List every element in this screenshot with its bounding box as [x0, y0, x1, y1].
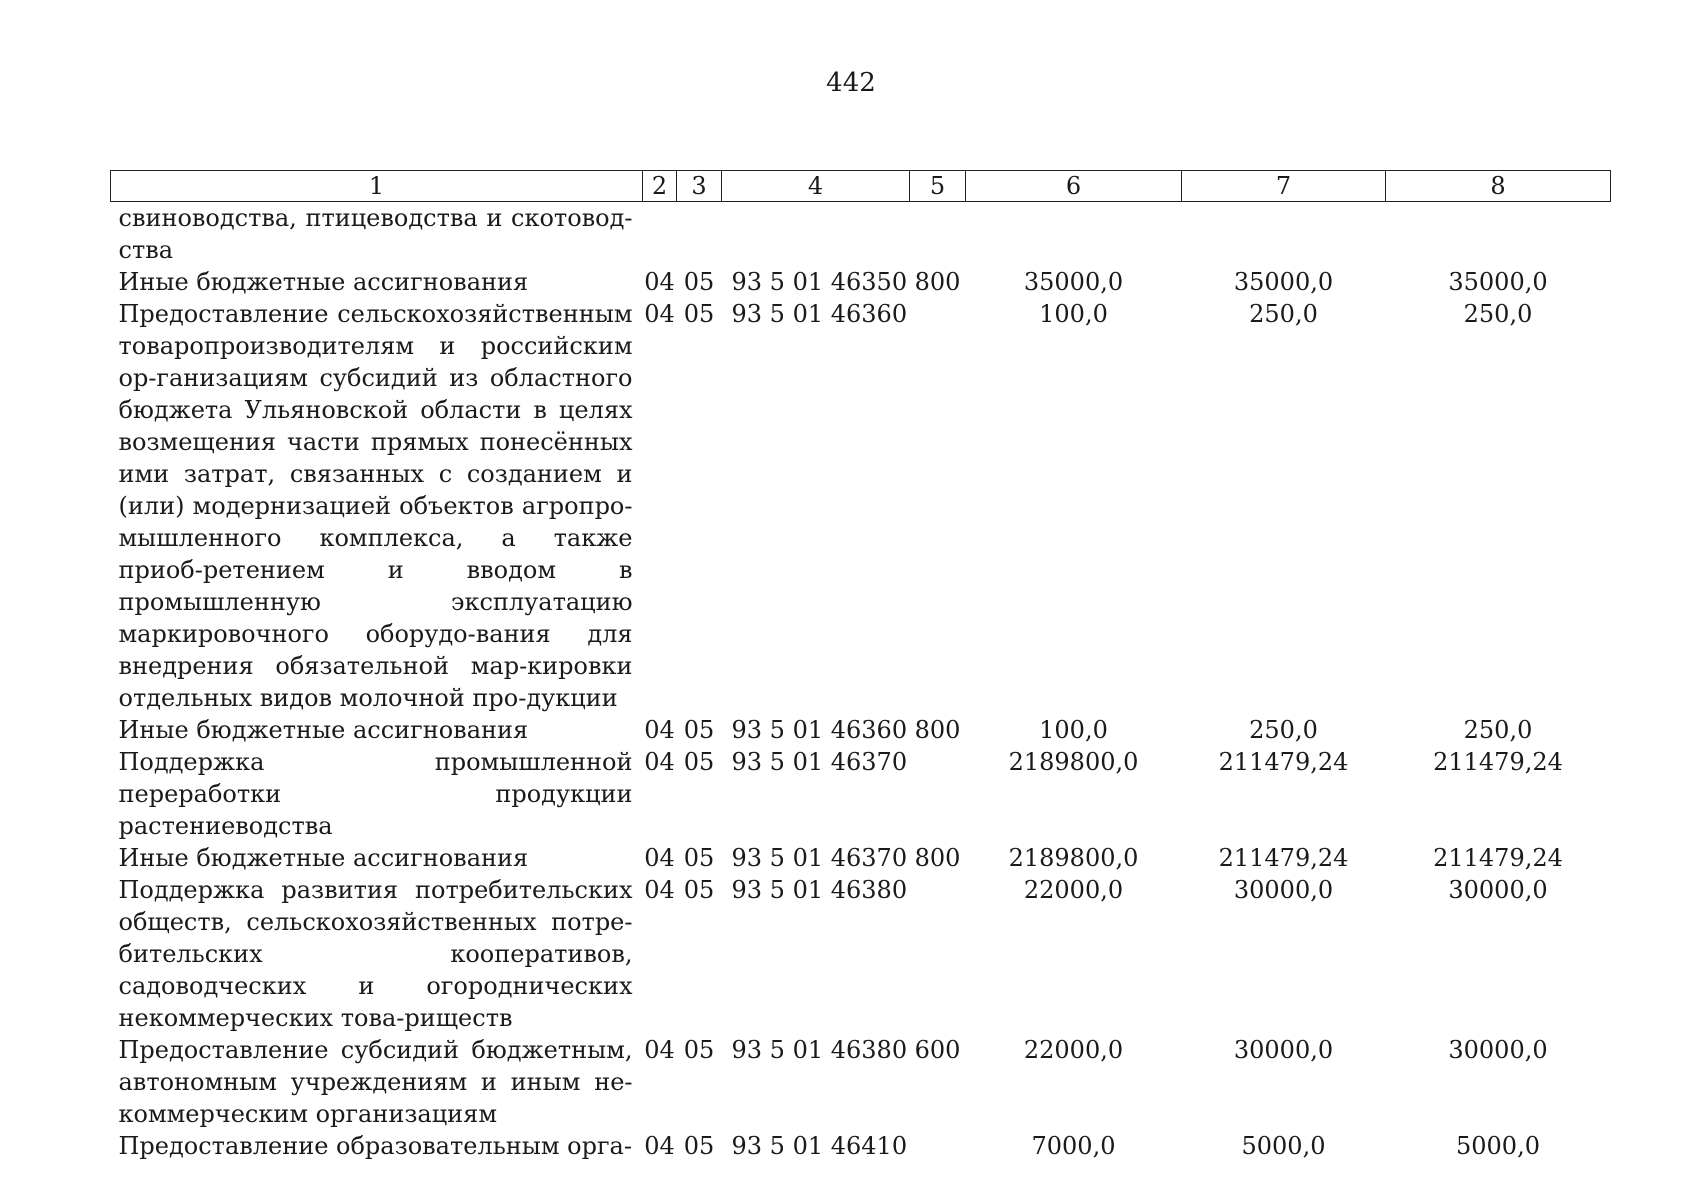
- row-name: Предоставление субсидий бюджетным, автономным учреждениям и иным не-коммерческим организациям: [118, 1036, 633, 1128]
- row-vr: 800: [914, 844, 961, 872]
- table-body: [111, 202, 1611, 1163]
- row-csr: 93 5 01 46360: [731, 716, 908, 744]
- table-row: [111, 298, 1611, 714]
- row-y1: 100,0: [1039, 300, 1108, 328]
- table-row: [111, 746, 1611, 842]
- header-cell: 8: [1386, 171, 1611, 202]
- table-row: [111, 874, 1611, 1034]
- row-y2: 211479,24: [1218, 748, 1349, 776]
- row-csr: 93 5 01 46350: [731, 268, 908, 296]
- row-pr: 05: [683, 1132, 715, 1160]
- row-y3: 5000,0: [1456, 1132, 1540, 1160]
- row-rz: 04: [644, 268, 675, 296]
- row-pr: 05: [683, 748, 715, 776]
- row-pr: 05: [683, 876, 715, 904]
- table-row: [111, 1034, 1611, 1130]
- row-y1: 2189800,0: [1008, 748, 1139, 776]
- row-csr: 93 5 01 46370: [731, 844, 908, 872]
- row-y3: 35000,0: [1448, 268, 1548, 296]
- row-name: Предоставление сельскохозяйственным товаропроизводителям и российским ор-ганизациям субсидий из областного бюджета Ульяновской области в целях возмещения части прямых понесённых ими затрат, связанных с созданием и (или) модернизацией объектов агропро-мышленного комплекса, а также приоб-ретением и вводом в промышленную эксплуатацию маркировочного оборудо-вания для внедрения обязательной мар-кировки отдельных видов молочной про-дукции: [118, 300, 633, 712]
- row-name: Иные бюджетные ассигнования: [118, 268, 529, 296]
- row-y2: [1182, 202, 1386, 267]
- row-vr: [910, 298, 966, 714]
- row-vr: [910, 746, 966, 842]
- row-y2: 211479,24: [1218, 844, 1349, 872]
- row-vr: 600: [914, 1036, 961, 1064]
- row-y2: 30000,0: [1233, 1036, 1334, 1064]
- row-y3: 211479,24: [1433, 844, 1563, 872]
- table-row: [111, 202, 1611, 267]
- row-csr: 93 5 01 46380: [731, 1036, 908, 1064]
- row-rz: 04: [644, 300, 675, 328]
- row-y3: 211479,24: [1433, 748, 1563, 776]
- row-csr: 93 5 01 46410: [731, 1132, 908, 1160]
- row-rz: [643, 202, 677, 267]
- row-pr: 05: [683, 300, 715, 328]
- row-rz: 04: [644, 1036, 675, 1064]
- header-cell: 5: [910, 171, 966, 202]
- row-y2: 5000,0: [1241, 1132, 1326, 1160]
- row-csr: 93 5 01 46360: [731, 300, 908, 328]
- header-cell: 4: [722, 171, 910, 202]
- row-pr: 05: [683, 716, 715, 744]
- row-y2: 35000,0: [1233, 268, 1334, 296]
- row-y1: 22000,0: [1023, 1036, 1124, 1064]
- row-pr: 05: [683, 268, 715, 296]
- row-vr: [910, 202, 966, 267]
- row-y2: 30000,0: [1233, 876, 1334, 904]
- row-y1: 2189800,0: [1008, 844, 1139, 872]
- row-y3: 30000,0: [1448, 1036, 1548, 1064]
- row-csr: [722, 202, 910, 267]
- row-rz: 04: [644, 844, 675, 872]
- row-pr: 05: [683, 1036, 715, 1064]
- row-y1: 22000,0: [1023, 876, 1124, 904]
- row-name: Предоставление образовательным орга-: [118, 1132, 632, 1160]
- table-row: [111, 266, 1611, 298]
- row-vr: 800: [914, 716, 961, 744]
- row-y3: 250,0: [1463, 716, 1533, 744]
- row-vr: 800: [914, 268, 961, 296]
- row-y3: 250,0: [1463, 300, 1533, 328]
- row-name: Поддержка промышленной переработки продукции растениеводства: [118, 748, 633, 840]
- row-name: Иные бюджетные ассигнования: [118, 716, 529, 744]
- row-y1: 35000,0: [1023, 268, 1124, 296]
- header-cell: 6: [966, 171, 1182, 202]
- row-csr: 93 5 01 46380: [731, 876, 908, 904]
- header-row: [111, 171, 1611, 202]
- budget-table: [110, 170, 1611, 1162]
- header-cell: 1: [111, 171, 643, 202]
- table-row: [111, 842, 1611, 874]
- row-y1: 7000,0: [1031, 1132, 1116, 1160]
- row-vr: [910, 874, 966, 1034]
- header-cell: 2: [643, 171, 677, 202]
- row-y1: 100,0: [1039, 716, 1108, 744]
- row-rz: 04: [644, 716, 675, 744]
- row-rz: 04: [644, 748, 675, 776]
- row-pr: 05: [683, 844, 715, 872]
- row-pr: [677, 202, 722, 267]
- header-cell: 7: [1182, 171, 1386, 202]
- table-row: [111, 714, 1611, 746]
- row-csr: 93 5 01 46370: [731, 748, 908, 776]
- row-y3: [1386, 202, 1611, 267]
- row-name: Поддержка развития потребительских обществ, сельскохозяйственных потре-бительских кооперативов, садоводческих и огороднических некоммерческих това-риществ: [118, 876, 633, 1032]
- row-name: Иные бюджетные ассигнования: [118, 844, 529, 872]
- row-y2: 250,0: [1249, 300, 1318, 328]
- row-name: свиноводства, птицеводства и скотовод-ства: [118, 204, 633, 264]
- table-row: [111, 1130, 1611, 1162]
- row-y3: 30000,0: [1448, 876, 1548, 904]
- row-vr: [910, 1130, 966, 1162]
- row-y1: [966, 202, 1182, 267]
- page-number: 442: [826, 68, 876, 98]
- row-y2: 250,0: [1249, 716, 1318, 744]
- row-rz: 04: [644, 876, 675, 904]
- row-rz: 04: [644, 1132, 675, 1160]
- header-cell: 3: [677, 171, 722, 202]
